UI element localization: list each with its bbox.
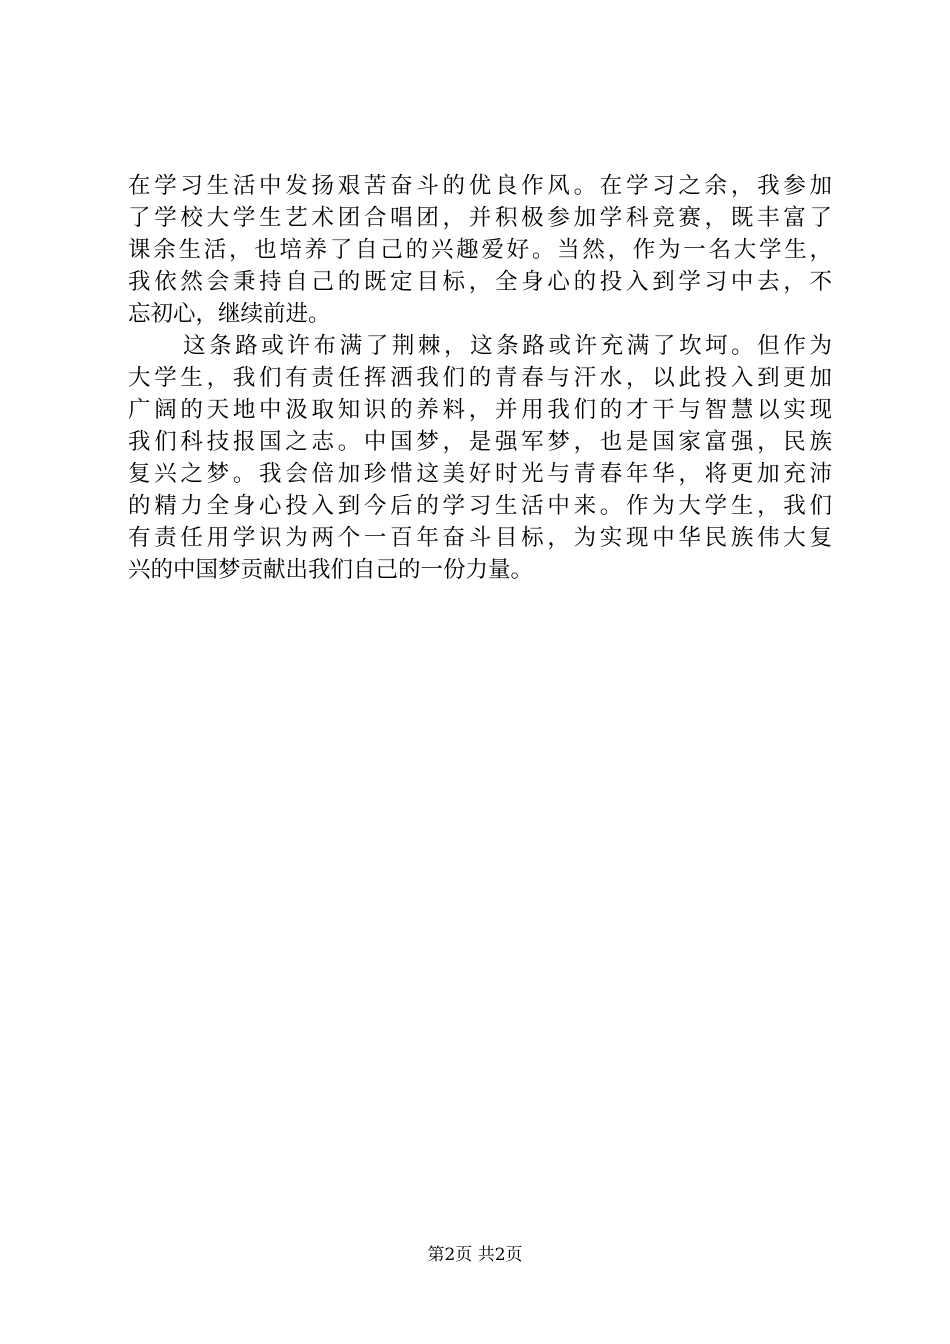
text-line: 忘初心，继续前进。 [128, 301, 331, 327]
text-line: 大学生，我们有责任挥洒我们的青春与汗水，以此投入到更加 [128, 365, 832, 391]
text-line: 我依然会秉持自己的既定目标，全身心的投入到学习中去，不 [128, 269, 832, 295]
text-line: 了学校大学生艺术团合唱团，并积极参加学科竞赛，既丰富了 [128, 205, 832, 231]
text-line: 我们科技报国之志。中国梦，是强军梦，也是国家富强，民族 [128, 429, 832, 455]
paragraph-2 [128, 330, 832, 586]
page-number-footer: 第2页 共2页 [427, 1245, 523, 1265]
text-line: 的精力全身心投入到今后的学习生活中来。作为大学生，我们 [128, 493, 832, 519]
text-line: 复兴之梦。我会倍加珍惜这美好时光与青春年华，将更加充沛 [128, 461, 832, 487]
text-line: 有责任用学识为两个一百年奋斗目标，为实现中华民族伟大复 [128, 525, 832, 551]
text-line: 在学习生活中发扬艰苦奋斗的优良作风。在学习之余，我参加 [128, 173, 832, 199]
text-line: 兴的中国梦贡献出我们自己的一份力量。 [128, 557, 534, 583]
text-line: 这条路或许布满了荆棘，这条路或许充满了坎坷。但作为 [183, 333, 832, 359]
body-text [128, 170, 832, 586]
paragraph-1 [128, 170, 832, 330]
text-line: 广阔的天地中汲取知识的养料，并用我们的才干与智慧以实现 [128, 397, 832, 423]
text-line: 课余生活，也培养了自己的兴趣爱好。当然，作为一名大学生， [128, 237, 832, 263]
